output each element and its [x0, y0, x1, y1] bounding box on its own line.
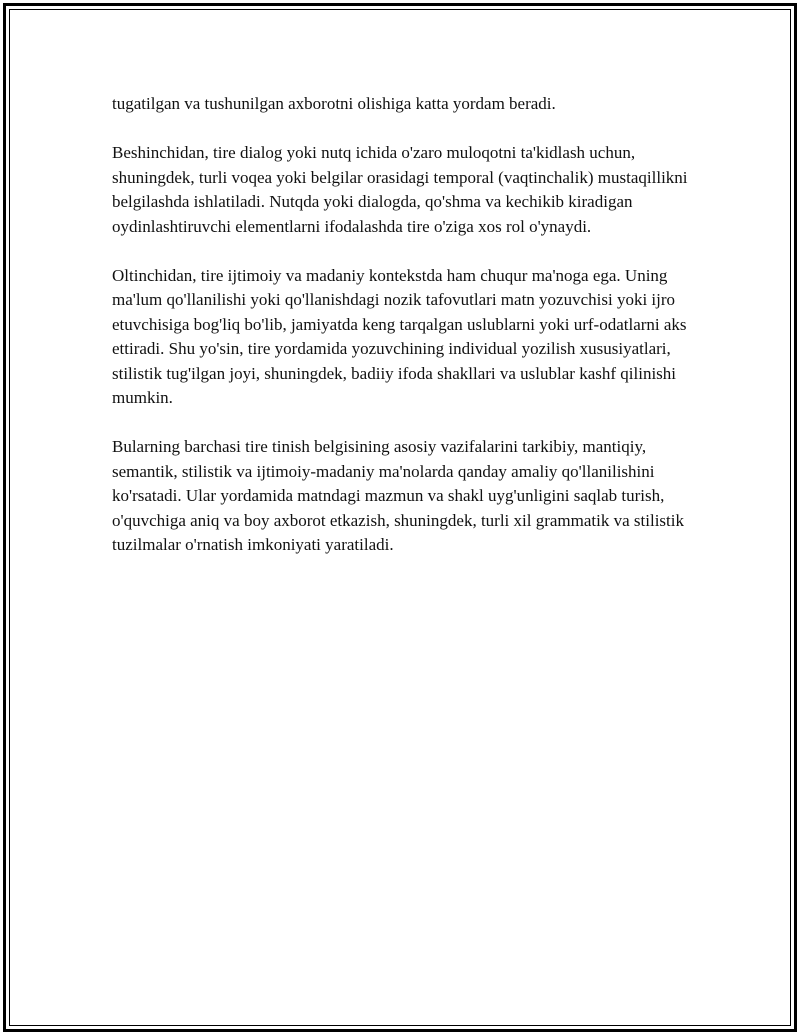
paragraph-1: tugatilgan va tushunilgan axborotni olishiga katta yordam beradi.	[112, 94, 556, 113]
document-body	[112, 92, 702, 582]
paragraph-2: Beshinchidan, tire dialog yoki nutq ichida o'zaro muloqotni ta'kidlash uchun, shuningdek, turli voqea yoki belgilar orasidagi temporal (vaqtinchalik) mustaqillikni belgilashda ishlatiladi. Nutqda yoki dialogda, qo'shma va kechikib kiradigan oydinlashtiruvchi elementlarni ifodalashda tire o'ziga xos rol o'ynaydi.	[112, 143, 688, 236]
paragraph-4: Bularning barchasi tire tinish belgisining asosiy vazifalarini tarkibiy, mantiqiy, semantik, stilistik va ijtimoiy-madaniy ma'nolarda qanday amaliy qo'llanilishini ko'rsatadi. Ular yordamida matndagi mazmun va shakl uyg'unligini saqlab turish, o'quvchiga aniq va boy axborot etkazish, shuningdek, turli xil grammatik va stilistik tuzilmalar o'rnatish imkoniyati yaratiladi.	[112, 437, 684, 554]
paragraph-3: Oltinchidan, tire ijtimoiy va madaniy kontekstda ham chuqur ma'noga ega. Uning ma'lum qo'llanilishi yoki qo'llanishdagi nozik tafovutlari matn yozuvchisi yoki ijro etuvchisiga bog'liq bo'lib, jamiyatda keng tarqalgan uslublarni yoki urf-odatlarni aks ettiradi. Shu yo'sin, tire yordamida yozuvchining individual yozilish xususiyatlari, stilistik tug'ilgan joyi, shuningdek, badiiy ifoda shakllari va uslublar kashf qilinishi mumkin.	[112, 265, 687, 407]
